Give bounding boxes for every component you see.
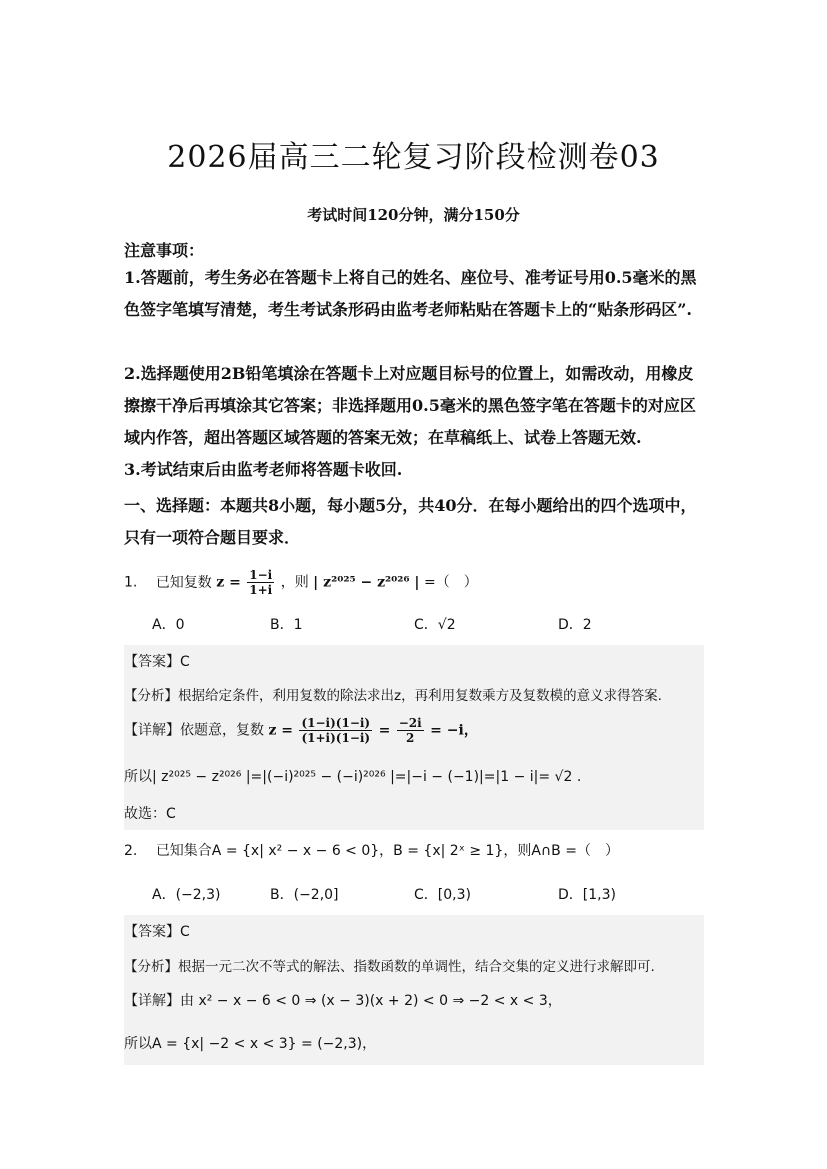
math-expr: = −i， (430, 722, 478, 739)
notice-item-1: 1.答题前，考生务必在答题卡上将自己的姓名、座位号、准考证号用0.5毫米的黑色签字笔填写清楚，考生考试条形码由监考老师粘贴在答题卡上的“贴条形码区”. (124, 268, 697, 319)
analysis-line: 【分析】根据给定条件，利用复数的除法求出z，再利用复数乘方及复数模的意义求得答案. (124, 688, 662, 704)
detail-line: 【详解】依题意，复数 z = $\frac{(1-i)(1-i)}{(1+i)(1-i)}$ = $\frac{-2i}{2}$ = −i， (124, 716, 478, 745)
stem-text: =（ ） (423, 574, 478, 591)
section-heading: 一、选择题：本题共8小题，每小题5分，共40分．在每小题给出的四个选项中，只有一项符合题目要求． (124, 496, 697, 547)
question-2-stem (124, 840, 619, 860)
analysis-line: 【分析】根据一元二次不等式的解法、指数函数的单调性，结合交集的定义进行求解即可. (124, 959, 655, 975)
option-a: A．0 (152, 617, 185, 633)
fraction-numerator: −2i (398, 716, 422, 730)
fraction (247, 568, 274, 597)
stem-text: ，则 (280, 574, 309, 591)
stem-text: 已知集合A = {x| x² − x − 6 < 0}，B = {x| 2ˣ ≥ 1}，则A∩B =（ ） (155, 843, 619, 859)
notice-heading: 注意事项： (124, 241, 205, 260)
notice-item-2: 2.选择题使用2B铅笔填涂在答题卡上对应题目标号的位置上，如需改动，用橡皮擦擦干净后再填涂其它答案；非选择题用0.5毫米的黑色签字笔在答题卡的对应区域内作答，超出答题区域答题的答案无效；在草稿纸上、试卷上答题无效. (124, 364, 696, 447)
option-a: A．(−2,3) (152, 887, 221, 903)
fraction (397, 716, 424, 745)
math-expr: | z²⁰²⁵ − z²⁰²⁶ | (313, 574, 420, 591)
answer-line: 【答案】C (124, 654, 190, 670)
math-expr: z = (268, 722, 294, 739)
choose-line: 故选：C (124, 806, 176, 822)
option-b: B．(−2,0] (270, 887, 339, 903)
math-expr: z = (216, 574, 241, 591)
option-c: C．√2 (414, 617, 456, 633)
option-d: D．[1,3) (558, 887, 616, 903)
option-b: B．1 (270, 617, 303, 633)
notice-item-3: 3.考试结束后由监考老师将答题卡收回. (124, 460, 403, 479)
exam-subtitle: 考试时间120分钟，满分150分 (307, 206, 520, 224)
option-d: D．2 (558, 617, 592, 633)
so-line: 所以| z²⁰²⁵ − z²⁰²⁶ |=|(−i)²⁰²⁵ − (−i)²⁰²⁶ |=|−i − (−1)|=|1 − i|= √2 . (124, 769, 582, 785)
fraction-denominator: 1+i (249, 583, 273, 597)
fraction-numerator: 1−i (249, 568, 273, 582)
fraction-denominator: 2 (406, 731, 415, 745)
fraction-numerator: (1−i)(1−i) (301, 716, 371, 730)
detail-text: 【详解】依题意，复数 (124, 722, 264, 739)
answer-line: 【答案】C (124, 924, 190, 940)
option-c: C．[0,3) (414, 887, 471, 903)
question-number: 1. (124, 574, 138, 591)
detail-line: 【详解】由 x² − x − 6 < 0 ⇒ (x − 3)(x + 2) < 0 ⇒ −2 < x < 3， (124, 993, 562, 1009)
question-number: 2. (124, 843, 138, 859)
fraction-denominator: (1+i)(1−i) (301, 731, 371, 745)
fraction (299, 716, 372, 745)
stem-text: 已知复数 (155, 574, 212, 591)
page-title: 2026届高三二轮复习阶段检测卷03 (167, 140, 660, 175)
so-line: 所以A = {x| −2 < x < 3} = (−2,3)， (124, 1036, 377, 1052)
question-1-stem (124, 568, 478, 597)
